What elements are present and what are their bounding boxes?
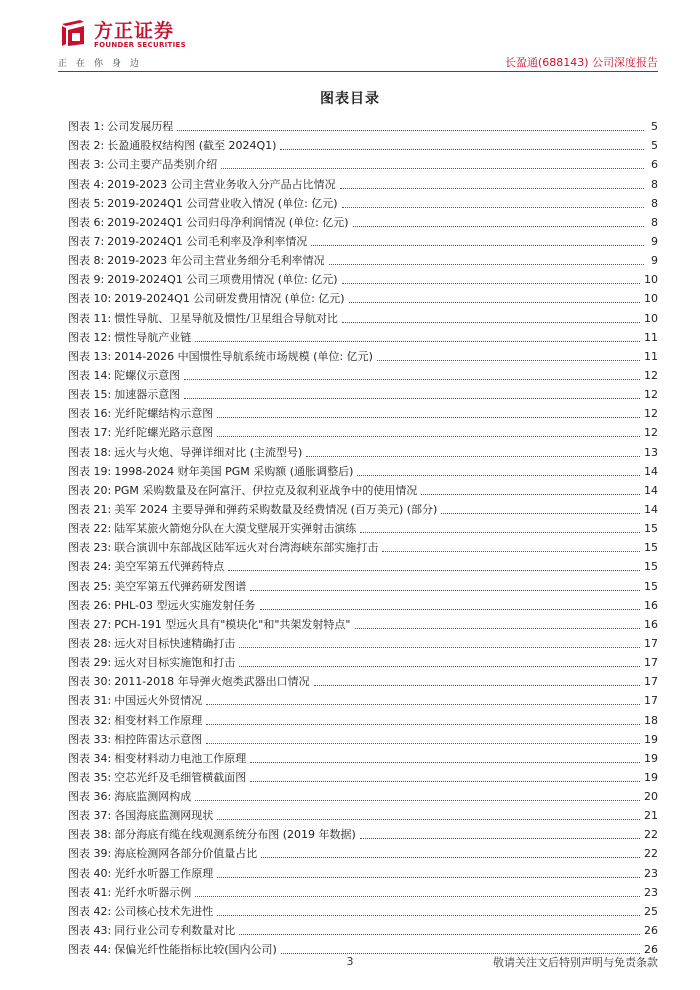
toc-entry-title: 光纤陀螺光路示意图 (114, 426, 214, 440)
toc-dot-leader (421, 494, 640, 495)
toc-entry-title: 远火对目标快速精确打击 (114, 636, 236, 650)
toc-entry-label: 图表 1: (68, 120, 105, 134)
toc-entry[interactable] (68, 825, 658, 844)
toc-entry[interactable] (68, 902, 658, 921)
toc-dot-leader (382, 551, 640, 552)
toc-entry-page: 5 (651, 120, 658, 134)
toc-entry-label: 图表 7: (68, 234, 105, 248)
toc-entry-title: 美军 2024 主要导弹和弹药采购数量及经费情况 (百万美元) (部分) (114, 502, 438, 516)
toc-entry[interactable] (68, 251, 658, 270)
toc-entry-title: 美空军第五代弹药特点 (114, 560, 225, 574)
toc-dot-leader (206, 743, 640, 744)
toc-entry-label: 图表 14: (68, 368, 112, 382)
toc-entry-title: 各国海底监测网现状 (114, 809, 214, 823)
toc-entry-title: PHL-03 型远火实施发射任务 (114, 598, 256, 612)
toc-entry-title: 同行业公司专利数量对比 (114, 924, 236, 938)
toc-entry[interactable] (68, 366, 658, 385)
toc-entry-title: 长盈通股权结构图 (截至 2024Q1) (107, 139, 277, 153)
toc-entry-label: 图表 26: (68, 598, 112, 612)
toc-entry-label: 图表 40: (68, 866, 112, 880)
toc-entry-title: 空芯光纤及毛细管横截面图 (114, 770, 247, 784)
toc-entry-page: 19 (644, 751, 658, 765)
toc-dot-leader (239, 647, 640, 648)
toc-entry-label: 图表 44: (68, 943, 112, 957)
toc-entry[interactable] (68, 213, 658, 232)
toc-entry-title: 公司主要产品类别介绍 (107, 158, 218, 172)
toc-entry-title: 惯性导航、卫星导航及惯性/卫星组合导航对比 (114, 311, 338, 325)
toc-entry[interactable] (68, 672, 658, 691)
toc-entry-label: 图表 43: (68, 924, 112, 938)
toc-dot-leader (239, 666, 640, 667)
toc-dot-leader (177, 130, 644, 131)
toc-entry-title: 部分海底有缆在线观测系统分布图 (2019 年数据) (114, 828, 356, 842)
toc-entry[interactable] (68, 136, 658, 155)
toc-dot-leader (329, 264, 644, 265)
toc-entry-title: 中国远火外贸情况 (114, 694, 203, 708)
toc-entry-label: 图表 27: (68, 617, 112, 631)
toc-entry-page: 26 (644, 943, 658, 957)
toc-entry-page: 8 (651, 196, 658, 210)
toc-entry[interactable] (68, 404, 658, 423)
toc-entry-title: 远火与火炮、导弹详细对比 (主流型号) (114, 445, 303, 459)
toc-dot-leader (314, 685, 640, 686)
toc-entry-title: 相变材料动力电池工作原理 (114, 751, 247, 765)
toc-entry-page: 14 (644, 464, 658, 478)
toc-dot-leader (340, 188, 644, 189)
page-number: 3 (346, 955, 354, 968)
toc-dot-leader (353, 226, 644, 227)
toc-entry[interactable] (68, 155, 658, 174)
toc-dot-leader (217, 915, 640, 916)
toc-entry[interactable] (68, 308, 658, 327)
toc-entry-page: 19 (644, 732, 658, 746)
toc-entry[interactable] (68, 576, 658, 595)
toc-entry-title: 联合演训中东部战区陆军远火对台湾海峡东部实施打击 (114, 541, 379, 555)
toc-dot-leader (195, 341, 640, 342)
toc-entry-label: 图表 6: (68, 215, 105, 229)
header-divider (58, 71, 658, 72)
toc-entry-page: 11 (644, 349, 658, 363)
toc-entry[interactable] (68, 921, 658, 940)
toc-dot-leader (280, 149, 644, 150)
toc-entry[interactable] (68, 232, 658, 251)
toc-entry[interactable] (68, 385, 658, 404)
toc-entry-label: 图表 19: (68, 464, 112, 478)
toc-dot-leader (221, 168, 644, 169)
founder-logo-mark-icon (58, 18, 88, 48)
toc-dot-leader (206, 704, 640, 705)
toc-entry[interactable] (68, 615, 658, 634)
toc-entry-label: 图表 28: (68, 636, 112, 650)
toc-entry-page: 17 (644, 656, 658, 670)
toc-dot-leader (195, 800, 640, 801)
toc-dot-leader (239, 934, 640, 935)
toc-entry-title: 1998-2024 财年美国 PGM 采购额 (通胀调整后) (114, 464, 354, 478)
toc-entry-page: 15 (644, 541, 658, 555)
toc-entry-page: 10 (644, 311, 658, 325)
toc-entry[interactable] (68, 519, 658, 538)
toc-entry-page: 6 (651, 158, 658, 172)
toc-entry-page: 8 (651, 215, 658, 229)
toc-entry[interactable] (68, 289, 658, 308)
toc-entry-page: 13 (644, 445, 658, 459)
toc-entry-page: 17 (644, 636, 658, 650)
report-tag: 长盈通(688143) 公司深度报告 (504, 56, 658, 69)
toc-entry-label: 图表 32: (68, 713, 112, 727)
toc-entry-title: 海底检测网各部分价值量占比 (114, 847, 258, 861)
toc-dot-leader (261, 857, 640, 858)
toc-entry-page: 11 (644, 330, 658, 344)
toc-entry-page: 8 (651, 177, 658, 191)
toc-entry[interactable] (68, 557, 658, 576)
toc-entry-title: 光纤陀螺结构示意图 (114, 407, 214, 421)
toc-dot-leader (250, 590, 640, 591)
toc-dot-leader (217, 417, 640, 418)
toc-entry-title: 相控阵雷达示意图 (114, 732, 203, 746)
toc-entry-title: 公司发展历程 (107, 120, 174, 134)
toc-entry-page: 22 (644, 847, 658, 861)
toc-dot-leader (184, 379, 640, 380)
toc-entry-label: 图表 30: (68, 675, 112, 689)
toc-entry-title: 2019-2024Q1 公司营业收入情况 (单位: 亿元) (107, 196, 338, 210)
toc-entry-label: 图表 36: (68, 790, 112, 804)
toc-entry-title: 2019-2024Q1 公司归母净利润情况 (单位: 亿元) (107, 215, 349, 229)
toc-entry-title: 惯性导航产业链 (114, 330, 192, 344)
disclaimer-note: 敬请关注文后特别声明与免责条款 (493, 956, 658, 969)
toc-entry[interactable] (68, 806, 658, 825)
toc-entry-page: 12 (644, 388, 658, 402)
toc-entry-page: 12 (644, 407, 658, 421)
toc-dot-leader (360, 838, 640, 839)
toc-entry[interactable] (68, 653, 658, 672)
toc-entry-label: 图表 2: (68, 139, 105, 153)
toc-entry[interactable] (68, 174, 658, 193)
toc-entry-page: 25 (644, 904, 658, 918)
toc-entry-label: 图表 20: (68, 483, 112, 497)
toc-entry-page: 16 (644, 598, 658, 612)
toc-entry-page: 5 (651, 139, 658, 153)
toc-entry[interactable] (68, 194, 658, 213)
toc-entry-page: 10 (644, 292, 658, 306)
toc-entry-label: 图表 3: (68, 158, 105, 172)
toc-entry[interactable] (68, 347, 658, 366)
toc-entry-title: 海底监测网构成 (114, 790, 192, 804)
toc-dot-leader (349, 302, 640, 303)
toc-dot-leader (360, 532, 640, 533)
toc-entry-label: 图表 34: (68, 751, 112, 765)
toc-entry[interactable] (68, 691, 658, 710)
toc-entry-page: 19 (644, 770, 658, 784)
toc-entry-label: 图表 8: (68, 254, 105, 268)
toc-entry-page: 17 (644, 675, 658, 689)
company-slogan: 正在你身边 (58, 59, 149, 69)
toc-dot-leader (250, 762, 640, 763)
toc-dot-leader (217, 436, 640, 437)
toc-dot-leader (306, 456, 640, 457)
toc-entry-title: PCH-191 型远火具有"模块化"和"共架发射特点" (114, 617, 351, 631)
toc-dot-leader (342, 322, 640, 323)
toc-dot-leader (184, 398, 640, 399)
toc-entry-label: 图表 37: (68, 809, 112, 823)
toc-entry-label: 图表 16: (68, 407, 112, 421)
toc-entry[interactable] (68, 787, 658, 806)
toc-entry[interactable] (68, 462, 658, 481)
toc-entry-label: 图表 42: (68, 904, 112, 918)
toc-entry-label: 图表 9: (68, 273, 105, 287)
toc-entry[interactable] (68, 117, 658, 136)
toc-entry-page: 15 (644, 579, 658, 593)
toc-entry-page: 15 (644, 560, 658, 574)
toc-entry[interactable] (68, 768, 658, 787)
toc-entry-title: 2019-2024Q1 公司三项费用情况 (单位: 亿元) (107, 273, 338, 287)
toc-entry-label: 图表 15: (68, 388, 112, 402)
logo-chinese-name: 方正证券 (94, 20, 175, 42)
toc-entry-title: 公司核心技术先进性 (114, 904, 214, 918)
toc-entry-page: 18 (644, 713, 658, 727)
toc-entry-title: 陆军某旅火箭炮分队在大漠戈壁展开实弹射击演练 (114, 522, 357, 536)
toc-entry[interactable] (68, 270, 658, 289)
toc-entry-page: 16 (644, 617, 658, 631)
toc-entry-label: 图表 4: (68, 177, 105, 191)
toc-entry-label: 图表 39: (68, 847, 112, 861)
toc-entry-title: 2011-2018 年导弹火炮类武器出口情况 (114, 675, 310, 689)
toc-entry-page: 12 (644, 368, 658, 382)
toc-entry-title: 2019-2024Q1 公司毛利率及净利率情况 (107, 234, 308, 248)
toc-entry-title: 2019-2023 年公司主营业务细分毛利率情况 (107, 254, 325, 268)
toc-entry-title: 光纤水听器示例 (114, 885, 192, 899)
toc-entry[interactable] (68, 863, 658, 882)
toc-dot-leader (260, 609, 640, 610)
toc-entry-label: 图表 5: (68, 196, 105, 210)
toc-entry[interactable] (68, 749, 658, 768)
toc-entry-label: 图表 13: (68, 349, 112, 363)
logo-english-name: FOUNDER SECURITIES (94, 41, 186, 49)
toc-entry[interactable] (68, 730, 658, 749)
toc-entry-label: 图表 25: (68, 579, 112, 593)
toc-entry-label: 图表 29: (68, 656, 112, 670)
toc-entry-label: 图表 21: (68, 502, 112, 516)
toc-entry-page: 23 (644, 866, 658, 880)
toc-entry-title: PGM 采购数量及在阿富汗、伊拉克及叙利亚战争中的使用情况 (114, 483, 418, 497)
toc-entry-page: 21 (644, 809, 658, 823)
toc-entry-page: 12 (644, 426, 658, 440)
toc-entry-label: 图表 23: (68, 541, 112, 555)
toc-entry-title: 光纤水听器工作原理 (114, 866, 214, 880)
toc-entry-page: 10 (644, 273, 658, 287)
toc-entry-title: 2019-2024Q1 公司研发费用情况 (单位: 亿元) (114, 292, 345, 306)
toc-dot-leader (441, 513, 640, 514)
toc-entry[interactable] (68, 538, 658, 557)
toc-entry-page: 14 (644, 483, 658, 497)
toc-entry-page: 15 (644, 522, 658, 536)
toc-entry-page: 23 (644, 885, 658, 899)
toc-entry-page: 9 (651, 254, 658, 268)
toc-entry[interactable] (68, 500, 658, 519)
toc-dot-leader (217, 819, 640, 820)
toc-entry[interactable] (68, 710, 658, 729)
toc-entry-title: 陀螺仪示意图 (114, 368, 181, 382)
toc-entry[interactable] (68, 596, 658, 615)
toc-dot-leader (311, 245, 644, 246)
toc-dot-leader (228, 570, 640, 571)
toc-entry[interactable] (68, 442, 658, 461)
toc-entry-label: 图表 12: (68, 330, 112, 344)
toc-entry-title: 美空军第五代弹药研发图谱 (114, 579, 247, 593)
toc-entry-label: 图表 17: (68, 426, 112, 440)
toc-entry-label: 图表 35: (68, 770, 112, 784)
toc-entry-label: 图表 31: (68, 694, 112, 708)
toc-entry-title: 2014-2026 中国惯性导航系统市场规模 (单位: 亿元) (114, 349, 373, 363)
toc-entry-page: 17 (644, 694, 658, 708)
toc-dot-leader (355, 628, 641, 629)
toc-entry-title: 保偏光纤性能指标比较(国内公司) (114, 943, 277, 957)
toc-title: 图表目录 (320, 91, 380, 107)
toc-entry-label: 图表 10: (68, 292, 112, 306)
toc-dot-leader (206, 724, 640, 725)
toc-entry[interactable] (68, 328, 658, 347)
toc-dot-leader (377, 360, 640, 361)
toc-entry-page: 9 (651, 234, 658, 248)
toc-entry-page: 22 (644, 828, 658, 842)
toc-entry-title: 加速器示意图 (114, 388, 181, 402)
toc-entry-label: 图表 38: (68, 828, 112, 842)
figure-toc-list (68, 117, 658, 959)
toc-entry-label: 图表 11: (68, 311, 112, 325)
toc-entry-title: 2019-2023 公司主营业务收入分产品占比情况 (107, 177, 336, 191)
toc-entry-title: 相变材料工作原理 (114, 713, 203, 727)
toc-dot-leader (357, 475, 640, 476)
toc-dot-leader (250, 781, 640, 782)
toc-entry-title: 远火对目标实施饱和打击 (114, 656, 236, 670)
toc-dot-leader (342, 283, 640, 284)
toc-entry[interactable] (68, 844, 658, 863)
toc-entry[interactable] (68, 883, 658, 902)
toc-entry-label: 图表 41: (68, 885, 112, 899)
toc-dot-leader (217, 877, 640, 878)
toc-dot-leader (195, 896, 640, 897)
toc-entry[interactable] (68, 634, 658, 653)
toc-entry-page: 20 (644, 790, 658, 804)
toc-entry-page: 14 (644, 502, 658, 516)
toc-entry-label: 图表 18: (68, 445, 112, 459)
toc-entry-label: 图表 24: (68, 560, 112, 574)
toc-entry-page: 26 (644, 924, 658, 938)
toc-entry[interactable] (68, 481, 658, 500)
toc-dot-leader (342, 207, 644, 208)
toc-entry-label: 图表 33: (68, 732, 112, 746)
toc-entry[interactable] (68, 423, 658, 442)
toc-entry-label: 图表 22: (68, 522, 112, 536)
